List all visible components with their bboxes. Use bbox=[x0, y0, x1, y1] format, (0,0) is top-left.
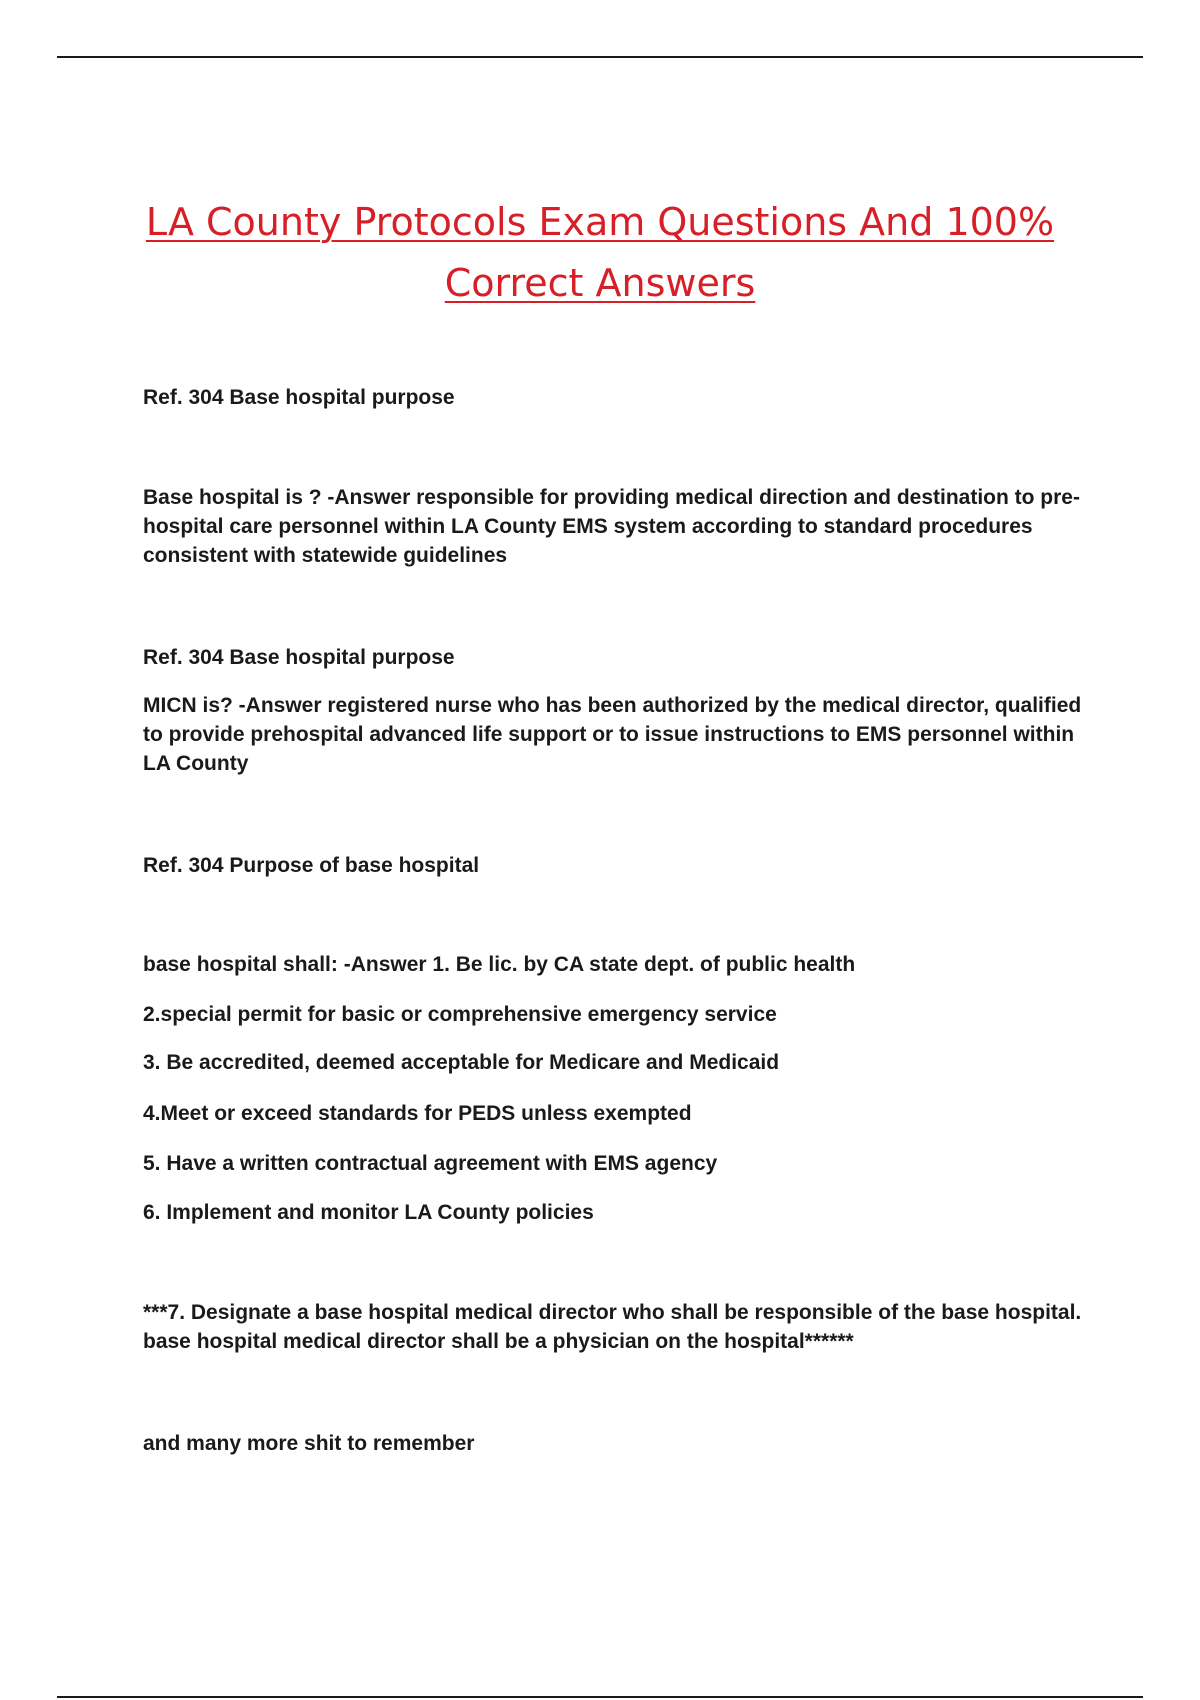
list-item: 6. Implement and monitor LA County policies bbox=[143, 1201, 594, 1224]
top-divider bbox=[57, 56, 1143, 58]
question-answer: Base hospital is ? -Answer responsible for providing medical direction and destination to pre-hospital care personnel within LA County EMS system according to standard procedures consistent with statewide guidelines bbox=[143, 486, 1080, 567]
closing-note: and many more shit to remember bbox=[143, 1432, 475, 1455]
list-item: 2.special permit for basic or comprehensive emergency service bbox=[143, 1003, 777, 1026]
list-item: ***7. Designate a base hospital medical director who shall be responsible of the base hospital. base hospital medical director shall be a physician on the hospital****** bbox=[143, 1301, 1082, 1353]
list-item: 4.Meet or exceed standards for PEDS unless exempted bbox=[143, 1102, 692, 1125]
list-item: 3. Be accredited, deemed acceptable for Medicare and Medicaid bbox=[143, 1051, 780, 1074]
section-heading: Ref. 304 Base hospital purpose bbox=[143, 646, 455, 669]
section-heading: Ref. 304 Purpose of base hospital bbox=[143, 854, 480, 877]
question-answer: MICN is? -Answer registered nurse who has been authorized by the medical director, qualified to provide prehospital advanced life support or to issue instructions to EMS personnel within LA County bbox=[143, 694, 1082, 775]
question-answer: base hospital shall: -Answer 1. Be lic. by CA state dept. of public health bbox=[143, 953, 856, 976]
section-heading: Ref. 304 Base hospital purpose bbox=[143, 386, 455, 409]
bottom-divider bbox=[57, 1696, 1143, 1698]
document-title: LA County Protocols Exam Questions And 100% Correct Answers bbox=[145, 200, 1055, 305]
list-item: 5. Have a written contractual agreement with EMS agency bbox=[143, 1152, 718, 1175]
